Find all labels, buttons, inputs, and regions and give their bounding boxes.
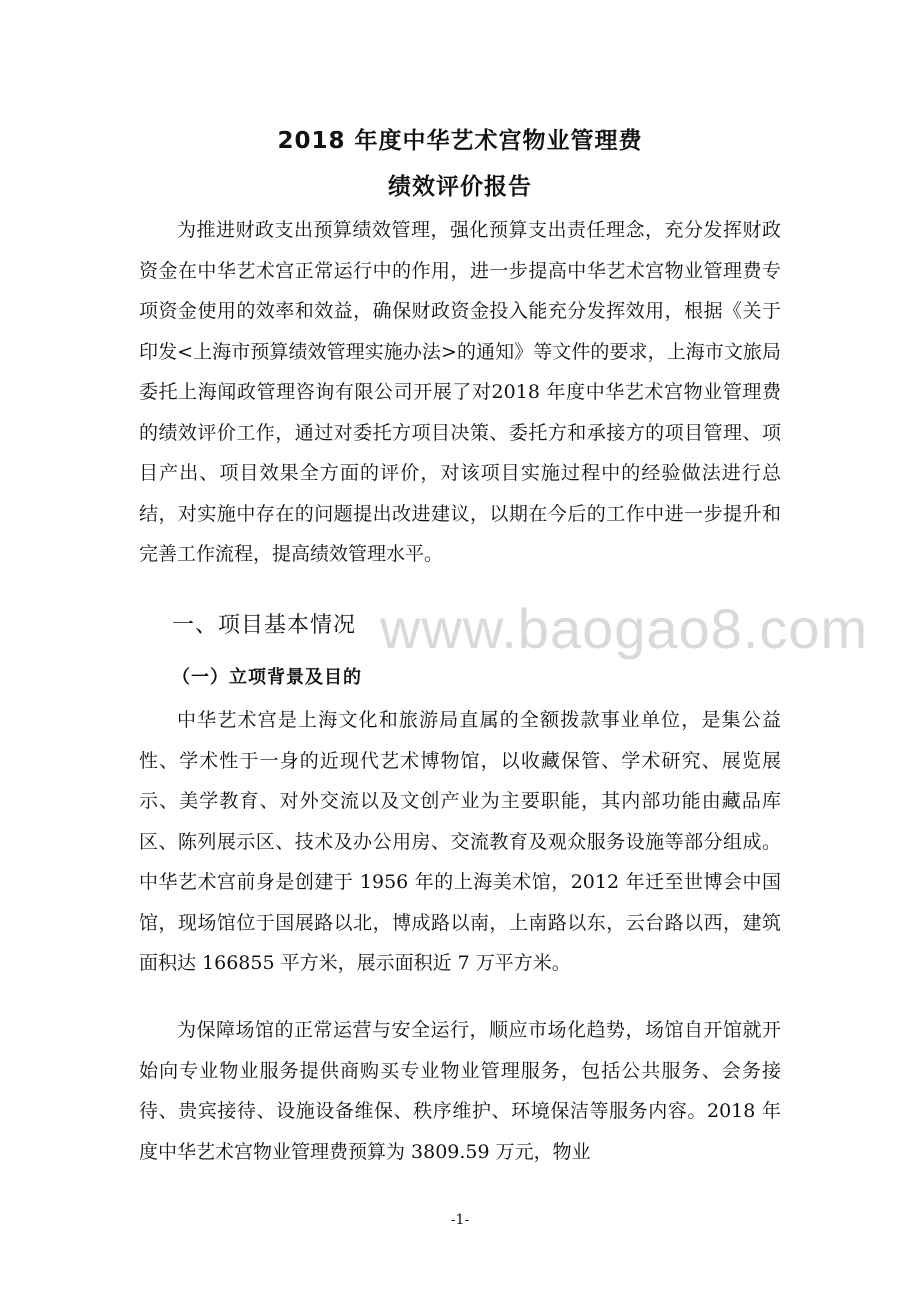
subsection-heading-background: （一）立项背景及目的 bbox=[172, 667, 362, 688]
watermark: www.baogao8.com bbox=[380, 597, 869, 660]
paragraph-museum-background: 中华艺术宫是上海文化和旅游局直属的全额拨款事业单位，是集公益性、学术性于一身的近现代艺术博物馆，以收藏保管、学术研究、展览展示、美学教育、对外交流以及文创产业为主要职能，其内部功能由藏品库区、陈列展示区、技术及办公用房、交流教育及观众服务设施等部分组成。中华艺术宫前身是创建于 1956 年的上海美术馆，2012 年迁至世博会中国馆，现场馆位于国展路以北，博成路以南，上南路以东，云台路以西，建筑面积达 166855 平方米，展示面积近 7 万平方米。 bbox=[139, 709, 781, 974]
page-number: -1- bbox=[450, 1212, 470, 1228]
section-heading-project-basics: 一、项目基本情况 bbox=[172, 613, 357, 638]
paragraph-property-management: 为保障场馆的正常运营与安全运行，顺应市场化趋势，场馆自开馆就开始向专业物业服务提供商购买专业物业管理服务，包括公共服务、会务接待、贵宾接待、设施设备维保、秩序维护、环境保洁等服务内容。2018 年度中华艺术宫物业管理费预算为 3809.59 万元，物业 bbox=[139, 1019, 781, 1163]
intro-paragraph: 为推进财政支出预算绩效管理，强化预算支出责任理念，充分发挥财政资金在中华艺术宫正常运行中的作用，进一步提高中华艺术宫物业管理费专项资金使用的效率和效益，确保财政资金投入能充分发挥效用，根据《关于印发<上海市预算绩效管理实施办法>的通知》等文件的要求，上海市文旅局委托上海闻政管理咨询有限公司开展了对2018 年度中华艺术宫物业管理费的绩效评价工作，通过对委托方项目决策、委托方和承接方的项目管理、项目产出、项目效果全方面的评价，对该项目实施过程中的经验做法进行总结，对实施中存在的问题提出改进建议，以期在今后的工作中进一步提升和完善工作流程，提高绩效管理水平。 bbox=[139, 219, 781, 565]
document-title-line-2: 绩效评价报告 bbox=[388, 174, 532, 200]
document-title-line-1: 2018 年度中华艺术宫物业管理费 bbox=[277, 128, 643, 154]
